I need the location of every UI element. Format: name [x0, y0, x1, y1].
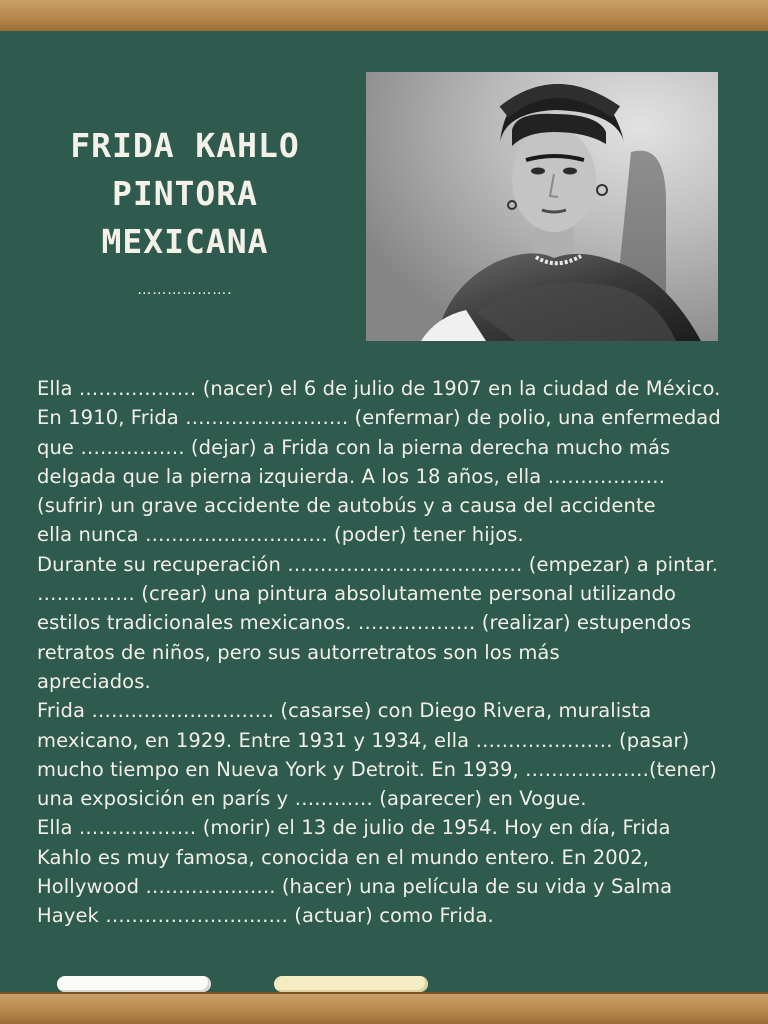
text-line: Ella ……………… (nacer) el 6 de julio de 1907 en la ciudad de México. — [37, 377, 721, 400]
text-line: mexicano, en 1929. Entre 1931 y 1934, ella ………………… (pasar) — [37, 728, 690, 752]
text-line: Kahlo es muy famosa, conocida en el mundo entero. En 2002, — [37, 845, 650, 869]
text-line: Ella ……………… (morir) el 13 de julio de 1954. Hoy en día, Frida — [37, 816, 671, 840]
board-frame-top — [0, 0, 768, 33]
text-line: delgada que la pierna izquierda. A los 18 años, ella ……………… — [37, 464, 666, 488]
text-line: Hayek ………………………. (actuar) como Frida. — [37, 904, 494, 928]
title-line: FRIDA KAHLO — [70, 126, 300, 165]
text-line: Hollywood ……………….. (hacer) una película de su vida y Salma — [37, 875, 673, 899]
page-title — [30, 122, 340, 266]
text-line: ella nunca ………………………. (poder) tener hijos. — [37, 523, 524, 547]
board-frame-bottom — [0, 992, 768, 1024]
text-line: Frida ………………………. (casarse) con Diego Rivera, muralista — [37, 699, 652, 723]
white-chalk — [57, 976, 211, 992]
text-line: En 1910, Frida ……………………. (enfermar) de polio, una enfermedad — [37, 406, 721, 430]
exercise-text — [37, 374, 741, 931]
portrait-photo — [366, 72, 718, 341]
text-line: retratos de niños, pero sus autorretratos son los más — [37, 640, 560, 664]
title-underline-dots: ………………. — [137, 282, 233, 298]
text-line: que ……………. (dejar) a Frida con la pierna derecha mucho más — [37, 435, 671, 459]
text-line: estilos tradicionales mexicanos. ……………… (realizar) estupendos — [37, 611, 692, 635]
text-line: una exposición en parís y ………… (aparecer) en Vogue. — [37, 787, 587, 811]
text-line: mucho tiempo en Nueva York y Detroit. En 1939, ……………….(tener) — [37, 757, 717, 781]
portrait-image — [366, 72, 718, 341]
text-line: Durante su recuperación ……………………………… (empezar) a pintar. — [37, 552, 718, 576]
yellow-chalk — [274, 976, 428, 992]
text-line: (sufrir) un grave accidente de autobús y a causa del accidente — [37, 494, 656, 518]
title-line: MEXICANA — [101, 222, 269, 261]
text-line: apreciados. — [37, 669, 151, 693]
text-line: …………… (crear) una pintura absolutamente personal utilizando — [37, 582, 676, 606]
title-line: PINTORA — [111, 174, 259, 213]
